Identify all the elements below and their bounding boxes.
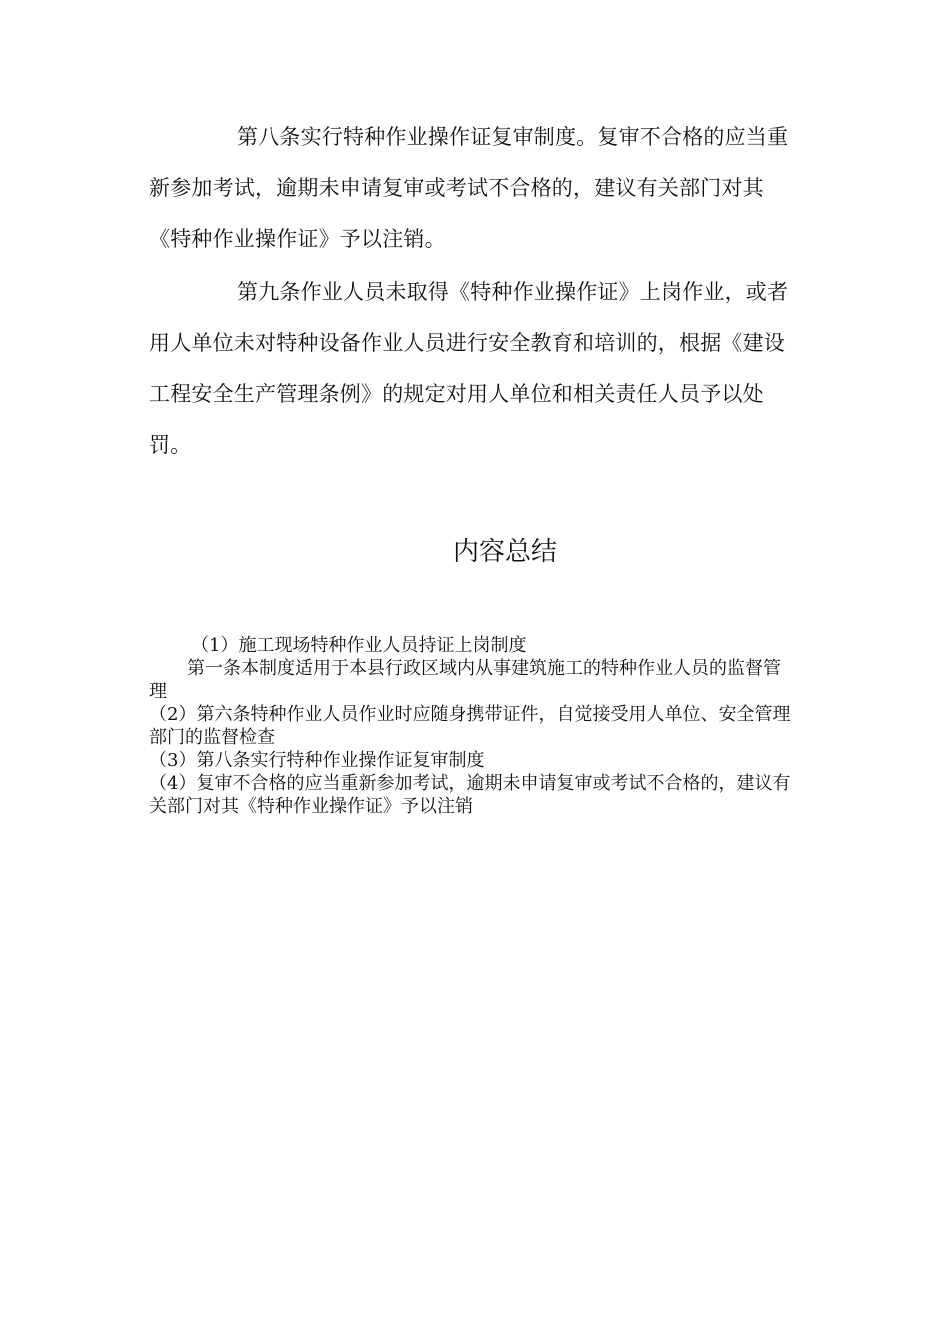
- summary-item: （2）第六条特种作业人员作业时应随身携带证件，自觉接受用人单位、安全管理部门的监督检查: [149, 704, 791, 748]
- summary-list: [149, 634, 794, 818]
- article-8-paragraph: 第八条实行特种作业操作证复审制度。复审不合格的应当重新参加考试，逾期未申请复审或考试不合格的，建议有关部门对其《特种作业操作证》予以注销。: [149, 125, 789, 251]
- article-9-paragraph: 第九条作业人员未取得《特种作业操作证》上岗作业，或者用人单位未对特种设备作业人员进行安全教育和培训的，根据《建设工程安全生产管理条例》的规定对用人单位和相关责任人员予以处罚。: [149, 280, 789, 457]
- summary-item: （3）第八条实行特种作业操作证复审制度: [149, 750, 485, 771]
- summary-item: （1）施工现场特种作业人员持证上岗制度: [191, 635, 527, 656]
- summary-item: 第一条本制度适用于本县行政区域内从事建筑施工的特种作业人员的监督管理: [149, 658, 781, 702]
- summary-item: （4）复审不合格的应当重新参加考试，逾期未申请复审或考试不合格的，建议有关部门对其《特种作业操作证》予以注销: [149, 773, 791, 817]
- summary-title: 内容总结: [452, 537, 557, 567]
